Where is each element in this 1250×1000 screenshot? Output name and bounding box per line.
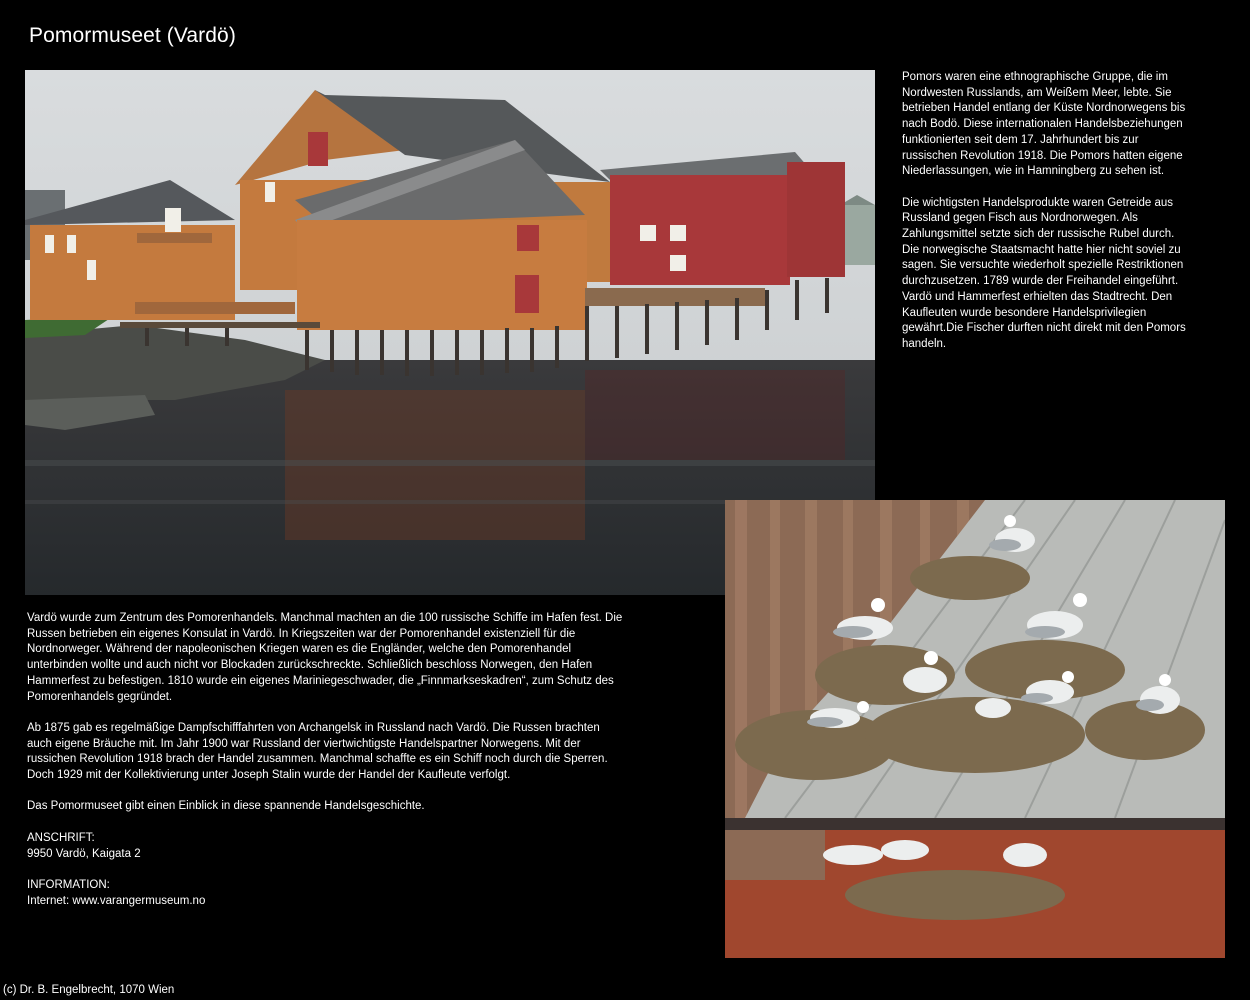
information-label: INFORMATION: [27,878,110,891]
kittiwake-nests-photo [725,500,1225,958]
website-link[interactable]: Internet: www.varangermuseum.no [27,894,206,907]
history-text-right [902,70,1194,368]
history-text-left [27,611,627,909]
paragraph-vardo-center: Vardö wurde zum Zentrum des Pomorenhandels. Manchmal machten an die 100 russische Schiffe im Hafen fest. Die Russen betrieben ein eigenes Konsulat in Vardö. In Kriegszeiten war der Pomorenhandel existenziell für die Nordnorweger. Während der napoleonischen Kriegen waren es die Engländer, welche den Pomorenhandel unterbinden wollte und auch nicht vor Blockaden zurückschreckte. Schließlich beschloss Norwegen, den Hafen Hammerfest zu befestigen. 1810 wurde ein eigenes Mariniegeschwader, die „Finnmarkseskadren“, zum Schutz des Pomorenhandels gegründet. [27,612,623,703]
address-value: 9950 Vardö, Kaigata 2 [27,847,141,860]
address-label: ANSCHRIFT: [27,831,95,844]
paragraph-museum-insight: Das Pomormuseet gibt einen Einblick in diese spannende Handelsgeschichte. [27,800,425,813]
paragraph-trade-products: Die wichtigsten Handelsprodukte waren Getreide aus Russland gegen Fisch aus Nordnorwegen. Als Zahlungsmittel setzte sich der russische Rubel durch. Die norwegische Staatsmacht hatte hier nicht soviel zu sagen. Sie versuchte wiederholt spezielle Restriktionen durchzusetzen. 1789 wurde der Freihandel eingeführt. Vardö und Hammerfest erhielten das Stadtrecht. Den Kaufleuten wurde besondere Handelsprivilegien gewährt.Die Fischer durften nicht direkt mit den Pomors handeln. [902,196,1186,350]
page-title: Pomormuseet (Vardö) [29,24,236,47]
copyright-notice: (c) Dr. B. Engelbrecht, 1070 Wien [3,984,175,996]
paragraph-pomors-intro: Pomors waren eine ethnographische Gruppe, die im Nordwesten Russlands, am Weißem Meer, lebte. Sie betrieben Handel entlang der Küste Nordnorwegens bis nach Bodö. Diese internationalen Handelsbeziehungen funktionierten seit dem 17. Jahrhundert bis zur russischen Revolution 1918. Die Pomors hatten eigene Niederlassungen, wie in Hamningberg zu sehen ist. [902,71,1186,178]
paragraph-steamships: Ab 1875 gab es regelmäßige Dampfschifffahrten von Archangelsk in Russland nach Vardö. Die Russen brachten auch eigene Bräuche mit. Im Jahr 1900 war Russland der viertwichtigste Handelspartner Norwegens. Mit der russichen Revolution 1918 brach der Handel zusammen. Manchmal schaffte es ein Schiff noch durch die Sperren. Doch 1929 mit der Kollektivierung unter Joseph Stalin wurde der Handel der Kaufleute verfolgt. [27,721,608,782]
